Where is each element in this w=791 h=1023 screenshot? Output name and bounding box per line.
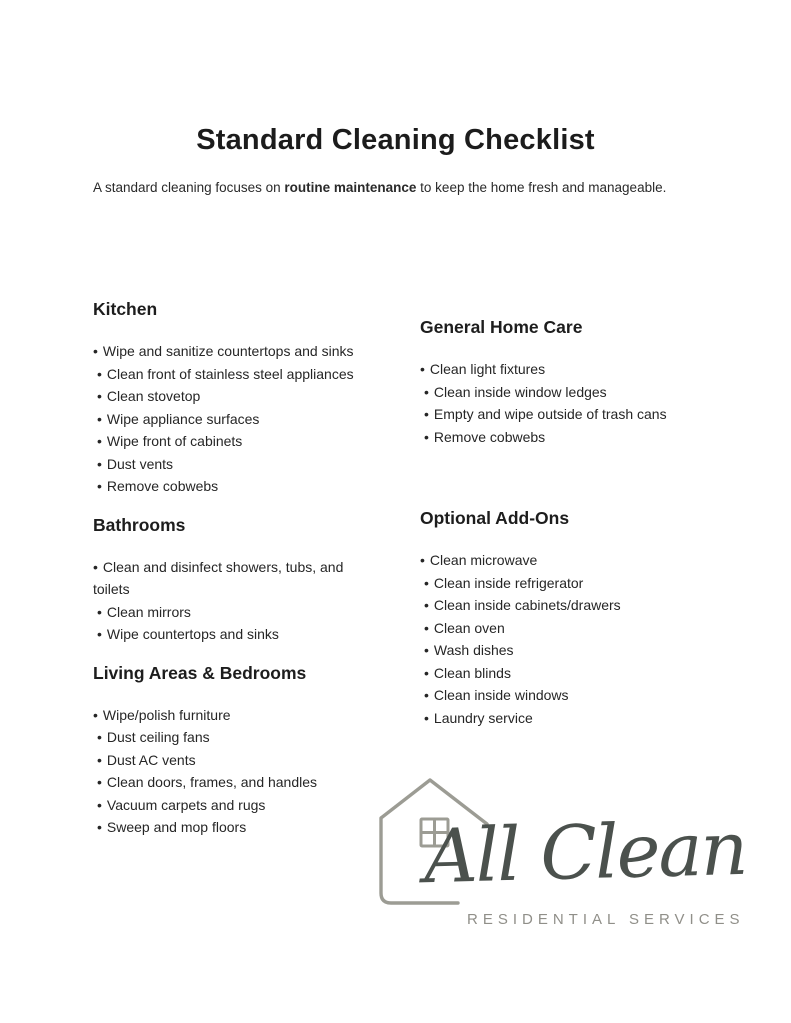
intro-text [93,179,733,196]
item-text: Clean microwave [429,552,538,568]
section-kitchen [93,299,378,498]
checklist-item [420,707,682,730]
item-text: Wipe appliance surfaces [106,410,260,427]
item-text: Remove cobwebs [433,428,546,445]
checklist-item [93,794,378,817]
bullet-icon: • [424,597,429,613]
logo-tagline: RESIDENTIAL SERVICES [467,911,745,928]
item-text: Wipe and sanitize countertops and sinks [102,343,354,359]
checklist [93,340,378,498]
checklist [93,704,378,839]
section-living-areas [93,663,378,839]
bullet-icon: • [424,574,429,591]
item-text: Clean doors, frames, and handles [106,774,318,790]
checklist-item [420,358,682,381]
checklist-item [93,340,378,363]
section-optional-add-ons [420,508,682,729]
section-bathrooms [93,515,378,646]
item-text: Dust AC vents [106,751,196,768]
logo-wordmark: All Clean [422,805,748,901]
checklist-item [93,704,378,727]
item-text: Clean and disinfect showers, tubs, and toilets [93,558,344,597]
item-text: Remove cobwebs [106,478,219,494]
checklist-item [93,363,378,386]
bullet-icon: • [97,455,102,472]
bullet-icon: • [97,751,102,768]
item-text: Dust vents [106,455,174,472]
item-text: Clean inside cabinets/drawers [433,597,621,613]
bullet-icon: • [97,478,102,494]
bullet-icon: • [424,664,429,681]
checklist-item [93,430,378,453]
checklist-item [93,749,378,772]
intro-pre: A standard cleaning focuses on [93,180,285,195]
item-text: Wipe front of cabinets [106,433,243,449]
checklist-item [93,556,378,601]
checklist-item [93,601,378,624]
left-column [93,299,378,856]
bullet-icon: • [424,428,429,445]
item-text: Wash dishes [433,642,514,658]
bullet-icon: • [420,361,425,377]
section-heading: Living Areas & Bedrooms [93,662,307,683]
bullet-icon: • [93,558,98,575]
checklist-item [93,771,378,794]
checklist-item [420,403,682,426]
item-text: Clean inside refrigerator [433,574,584,591]
bullet-icon: • [97,774,102,790]
checklist-item [93,453,378,476]
item-text: Clean blinds [433,664,511,681]
checklist-item [420,572,682,595]
right-column [420,317,682,746]
checklist-item [420,549,682,572]
checklist-item [420,426,682,449]
checklist [420,549,682,729]
checklist-item [93,623,378,646]
bullet-icon: • [97,819,102,835]
checklist-item [93,408,378,431]
section-heading: Optional Add-Ons [420,508,570,528]
item-text: Clean stovetop [106,388,201,404]
checklist-item [93,385,378,408]
item-text: Laundry service [433,709,533,726]
bullet-icon: • [97,388,102,404]
checklist-item [93,726,378,749]
bullet-icon: • [97,433,102,449]
checklist-item [420,594,682,617]
bullet-icon: • [97,410,102,427]
item-text: Dust ceiling fans [106,729,210,745]
bullet-icon: • [97,603,102,620]
bullet-icon: • [97,729,102,745]
bullet-icon: • [93,343,98,359]
item-text: Vacuum carpets and rugs [106,796,266,813]
item-text: Clean inside window ledges [433,383,607,400]
bullet-icon: • [424,383,429,400]
checklist-item [420,639,682,662]
checklist [420,358,682,448]
bullet-icon: • [424,406,429,422]
item-text: Clean mirrors [106,603,191,620]
intro-bold: routine maintenance [284,180,417,195]
bullet-icon: • [424,642,429,658]
bullet-icon: • [424,709,429,726]
item-text: Wipe countertops and sinks [106,626,279,642]
checklist-item [93,816,378,839]
intro-post: to keep the home fresh and manageable. [416,180,667,195]
bullet-icon: • [424,687,429,703]
bullet-icon: • [97,626,102,642]
checklist-item [420,662,682,685]
item-text: Clean oven [433,619,505,636]
item-text: Clean inside windows [433,687,569,703]
checklist-item [420,381,682,404]
checklist [93,556,378,646]
checklist-item [420,684,682,707]
item-text: Empty and wipe outside of trash cans [433,406,667,422]
bullet-icon: • [97,365,102,382]
item-text: Clean front of stainless steel appliances [106,365,354,382]
bullet-icon: • [93,706,98,723]
page-title: Standard Cleaning Checklist [196,124,595,156]
bullet-icon: • [97,796,102,813]
section-heading: Bathrooms [93,514,186,535]
checklist-item [93,475,378,498]
section-heading: General Home Care [420,317,583,337]
item-text: Clean light fixtures [429,361,546,377]
section-general-home-care [420,317,682,448]
bullet-icon: • [424,619,429,636]
checklist-item [420,617,682,640]
bullet-icon: • [420,552,425,568]
section-heading: Kitchen [93,299,158,319]
item-text: Sweep and mop floors [106,819,247,835]
item-text: Wipe/polish furniture [102,706,231,723]
